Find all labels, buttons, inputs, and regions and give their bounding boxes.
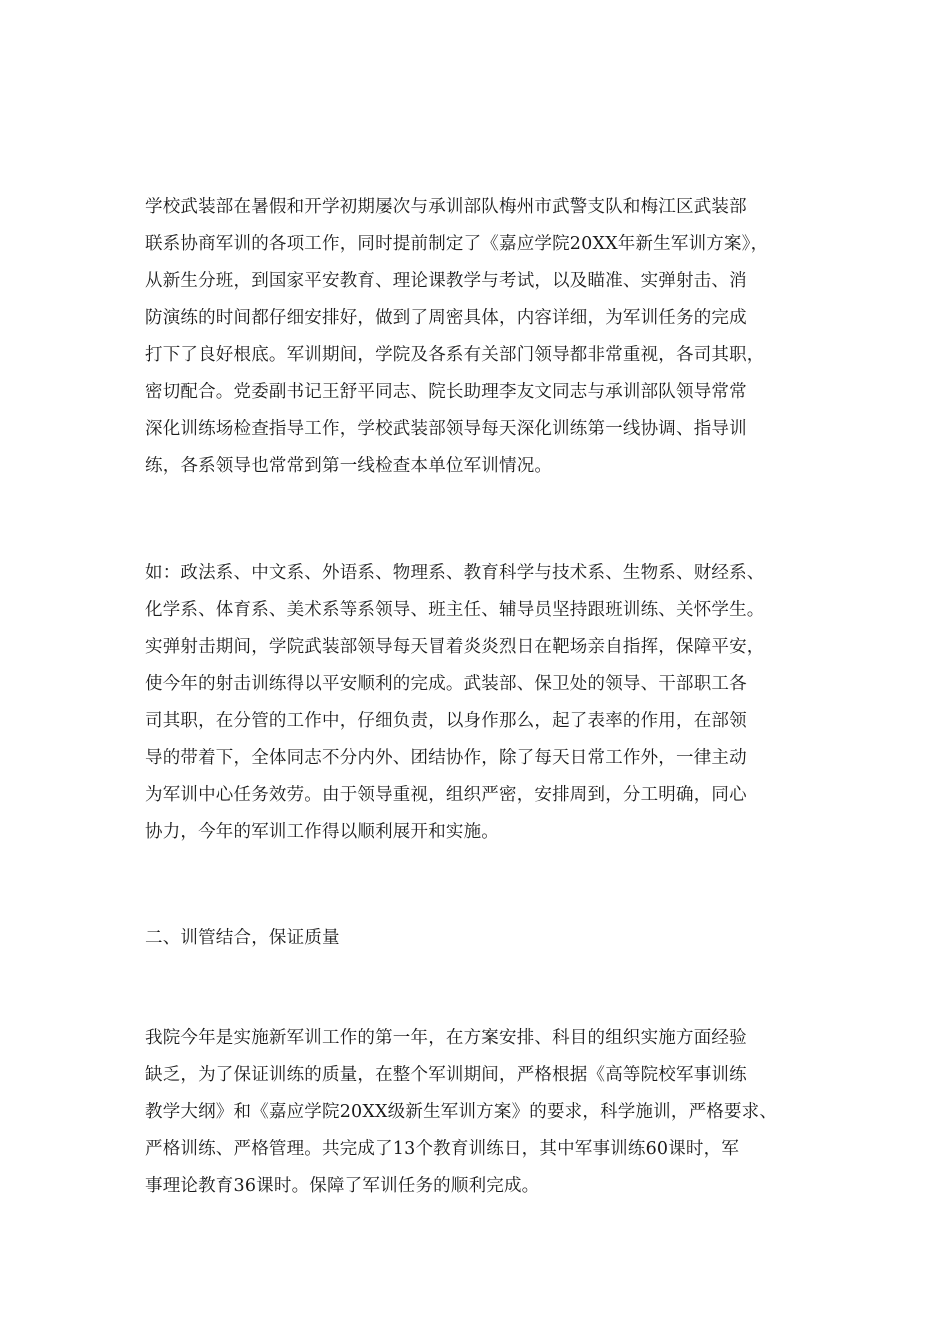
text-line: 严格训练、严格管理。共完成了13个教育训练日，其中军事训练60课时，军	[145, 1139, 740, 1159]
text-line: 防演练的时间都仔细安排好，做到了周密具体，内容详细，为军训任务的完成	[145, 308, 747, 328]
paragraph-3	[145, 1020, 825, 1205]
text-line: 从新生分班，到国家平安教育、理论课教学与考试，以及瞄准、实弹射击、消	[145, 271, 747, 291]
paragraph-2	[145, 555, 825, 851]
text-line: 教学大纲》和《嘉应学院20XX级新生军训方案》的要求，科学施训，严格要求、	[145, 1102, 778, 1122]
text-line: 导的带着下，全体同志不分内外、团结协作，除了每天日常工作外，一律主动	[145, 748, 747, 768]
text-line: 学校武装部在暑假和开学初期屡次与承训部队梅州市武警支队和梅江区武装部	[145, 197, 747, 217]
text-line: 化学系、体育系、美术系等系领导、班主任、辅导员坚持跟班训练、关怀学生。	[145, 600, 765, 620]
text-line: 如：政法系、中文系、外语系、物理系、教育科学与技术系、生物系、财经系、	[145, 563, 765, 583]
text-line: 缺乏，为了保证训练的质量，在整个军训期间，严格根据《高等院校军事训练	[145, 1065, 747, 1085]
section-heading-text: 二、训管结合，保证质量	[145, 928, 340, 948]
text-line: 练，各系领导也常常到第一线检查本单位军训情况。	[145, 456, 553, 476]
text-line: 联系协商军训的各项工作，同时提前制定了《嘉应学院20XX年新生军训方案》，	[145, 234, 769, 254]
section-heading	[145, 920, 825, 957]
paragraph-1	[145, 189, 825, 485]
text-line: 我院今年是实施新军训工作的第一年，在方案安排、科目的组织实施方面经验	[145, 1028, 747, 1048]
text-line: 密切配合。党委副书记王舒平同志、院长助理李友文同志与承训部队领导常常	[145, 382, 747, 402]
text-line: 深化训练场检查指导工作，学校武装部领导每天深化训练第一线协调、指导训	[145, 419, 747, 439]
text-line: 使今年的射击训练得以平安顺利的完成。武装部、保卫处的领导、干部职工各	[145, 674, 747, 694]
text-line: 司其职，在分管的工作中，仔细负责，以身作那么，起了表率的作用，在部领	[145, 711, 747, 731]
text-line: 为军训中心任务效劳。由于领导重视，组织严密，安排周到，分工明确，同心	[145, 785, 747, 805]
text-line: 实弹射击期间，学院武装部领导每天冒着炎炎烈日在靶场亲自指挥，保障平安，	[145, 637, 765, 657]
text-line: 打下了良好根底。军训期间，学院及各系有关部门领导都非常重视，各司其职，	[145, 345, 765, 365]
text-line: 事理论教育36课时。保障了军训任务的顺利完成。	[145, 1176, 540, 1196]
text-line: 协力，今年的军训工作得以顺利展开和实施。	[145, 822, 499, 842]
